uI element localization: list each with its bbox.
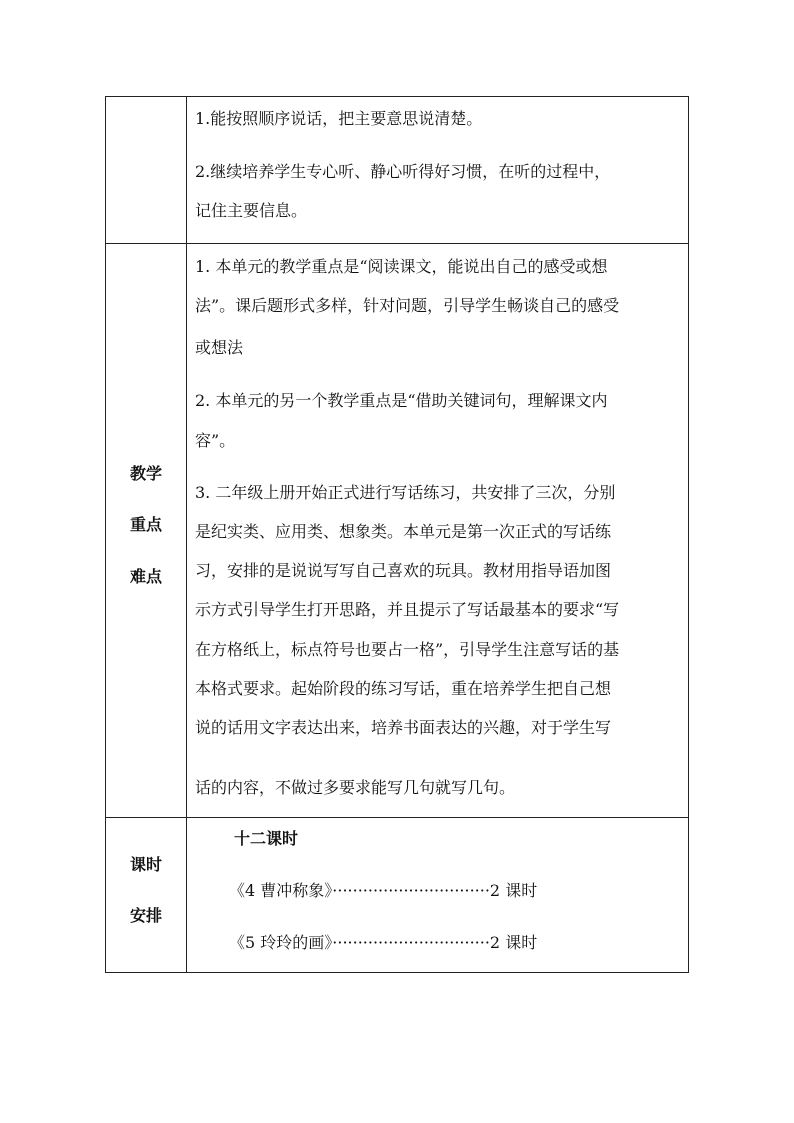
key-point-line: 示方式引导学生打开思路，并且提示了写话最基本的要求“写	[195, 600, 620, 619]
key-point-line: 容”。	[195, 431, 236, 450]
key-point-line: 或想法	[195, 338, 244, 357]
objective-line: 2.继续培养学生专心听、静心听得好习惯，在听的过程中，	[195, 162, 611, 181]
row-header-key: 重点	[129, 515, 162, 534]
key-point-line: 习，安排的是说说写写自己喜欢的玩具。教材用指导语加图	[195, 561, 612, 580]
total-hours: 十二课时	[234, 829, 299, 848]
key-point-line: 2. 本单元的另一个教学重点是“借助关键词句，理解课文内	[195, 391, 608, 410]
key-point-line: 在方格纸上，标点符号也要占一格”，引导学生注意写话的基	[195, 640, 620, 659]
key-point-line: 话的内容，不做过多要求能写几句就写几句。	[195, 778, 516, 797]
key-point-line: 法”。课后题形式多样，针对问题，引导学生畅谈自己的感受	[195, 296, 620, 315]
key-point-line: 3. 二年级上册开始正式进行写话练习，共安排了三次，分别	[195, 483, 616, 502]
row-divider	[106, 817, 688, 818]
schedule-item: 《4 曹冲称象》·······························2 课时	[229, 881, 538, 900]
column-divider	[186, 97, 187, 972]
key-point-line: 1. 本单元的教学重点是“阅读课文，能说出自己的感受或想	[195, 257, 608, 276]
lesson-plan-table	[105, 96, 689, 973]
row-header-teaching: 教学	[129, 464, 162, 483]
key-point-line: 说的话用文字表达出来，培养书面表达的兴趣，对于学生写	[195, 718, 612, 737]
row-header-arrange: 安排	[129, 906, 162, 925]
objective-line: 记住主要信息。	[195, 201, 308, 220]
row-divider	[106, 243, 688, 244]
key-point-line: 是纪实类、应用类、想象类。本单元是第一次正式的写话练	[195, 522, 612, 541]
row-header-lesson: 课时	[129, 855, 162, 874]
key-point-line: 本格式要求。起始阶段的练习写话，重在培养学生把自己想	[195, 679, 612, 698]
objective-line: 1.能按照顺序说话，把主要意思说清楚。	[195, 109, 483, 128]
schedule-item: 《5 玲玲的画》·······························2 课时	[229, 933, 538, 952]
row-header-difficult: 难点	[129, 567, 162, 586]
